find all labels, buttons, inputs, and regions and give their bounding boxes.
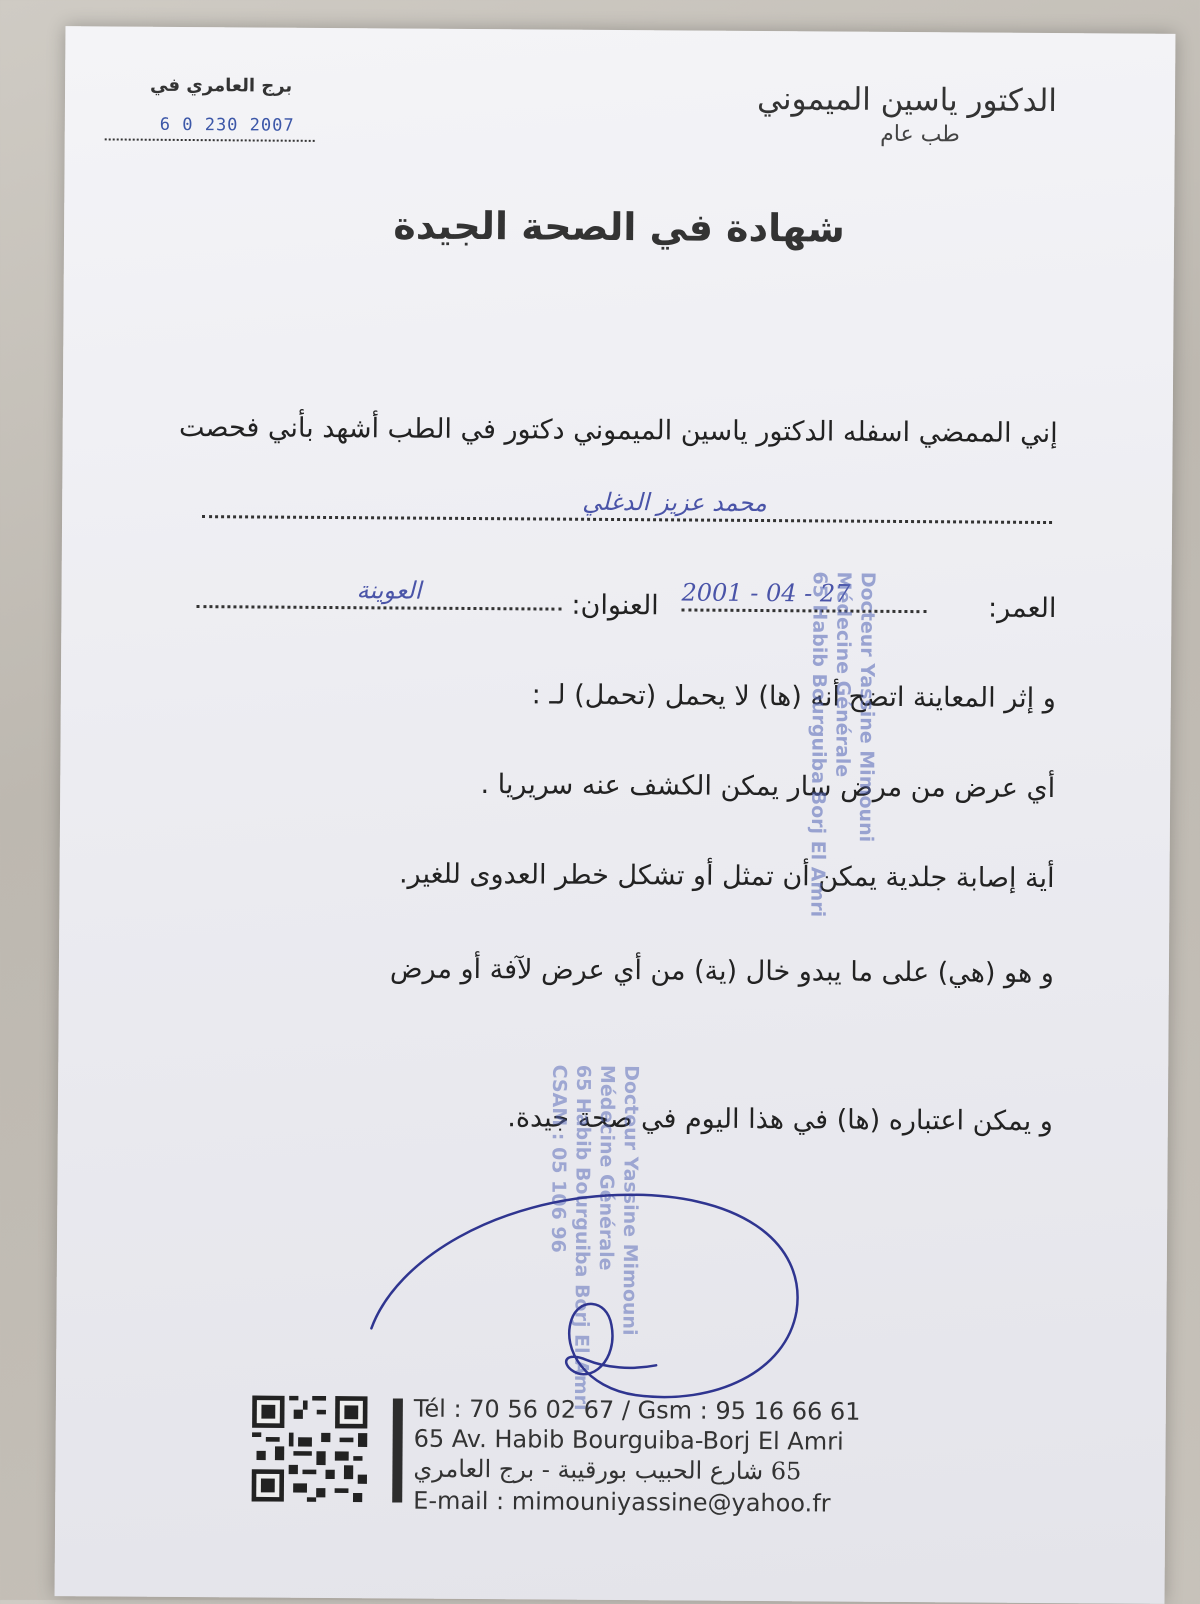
stamp-lower-line1: Docteur Yassine Mimouni bbox=[618, 1065, 643, 1336]
qr-code bbox=[250, 1395, 369, 1502]
stamp-lower-line2: Médecine Générale bbox=[594, 1064, 619, 1271]
address-value-handwritten: العوينة bbox=[356, 576, 422, 605]
stamp-upper-line3: 65 Habib Bourguiba Borj El Amri bbox=[806, 571, 831, 918]
footer-address-ar: 65 شارع الحبيب بورقيبة - برج العامري bbox=[413, 1454, 802, 1486]
attestation-line: إني الممضي اسفله الدكتور ياسين الميموني دكتور في الطب أشهد بأني فحصت bbox=[178, 411, 1058, 450]
no-symptom-line: أي عرض من مرض سار يمكن الكشف عنه سريريا . bbox=[480, 769, 1056, 805]
stamp-upper-line1: Docteur Yassine Mimouni bbox=[854, 571, 879, 843]
age-label: العمر: bbox=[987, 592, 1057, 625]
doctor-name: الدكتور ياسين الميموني bbox=[757, 80, 1058, 120]
age-value-handwritten: 2001 - 04 - 27 bbox=[681, 578, 851, 608]
place-label: برج العامري في bbox=[150, 74, 293, 97]
footer-email: E-mail : mimouniyassine@yahoo.fr bbox=[413, 1486, 831, 1518]
footer-phones: Tél : 70 56 02 67 / Gsm : 95 16 66 61 bbox=[413, 1394, 861, 1426]
conclusion-line: و يمكن اعتباره (ها) في هذا اليوم في صحة جيدة. bbox=[507, 1102, 1053, 1138]
date-stamp: 6 0 230 2007 bbox=[159, 114, 295, 136]
stamp-upper bbox=[805, 571, 879, 917]
stamp-upper-line2: Médecine Générale bbox=[831, 571, 855, 778]
patient-name-handwritten: محمد عزيز الدغلي bbox=[582, 487, 767, 518]
examination-line: و إثر المعاينة اتضح أنه (ها) لا يحمل (تحمل) لـ : bbox=[531, 679, 1056, 715]
signature bbox=[356, 1168, 818, 1411]
stamp-lower-line4: CSAM : 05 106 96 bbox=[546, 1064, 571, 1253]
footer-divider bbox=[392, 1398, 403, 1502]
doctor-specialty: طب عام bbox=[880, 121, 960, 148]
stamp-lower-line3: 65 Habib Bourguiba Borj El Amri bbox=[569, 1064, 595, 1411]
no-skin-condition-line: أية إصابة جلدية يمكن أن تمثل أو تشكل خطر العدوى للغير. bbox=[398, 858, 1055, 895]
document-title: شهادة في الصحة الجيدة bbox=[393, 203, 845, 251]
free-of-disease-line: و هو (هي) على ما يبدو خال (ية) من أي عرض لآفة أو مرض bbox=[389, 953, 1055, 990]
footer-address-fr: 65 Av. Habib Bourguiba-Borj El Amri bbox=[413, 1424, 844, 1456]
address-label: العنوان: bbox=[571, 589, 659, 622]
certificate-paper bbox=[55, 26, 1176, 1604]
